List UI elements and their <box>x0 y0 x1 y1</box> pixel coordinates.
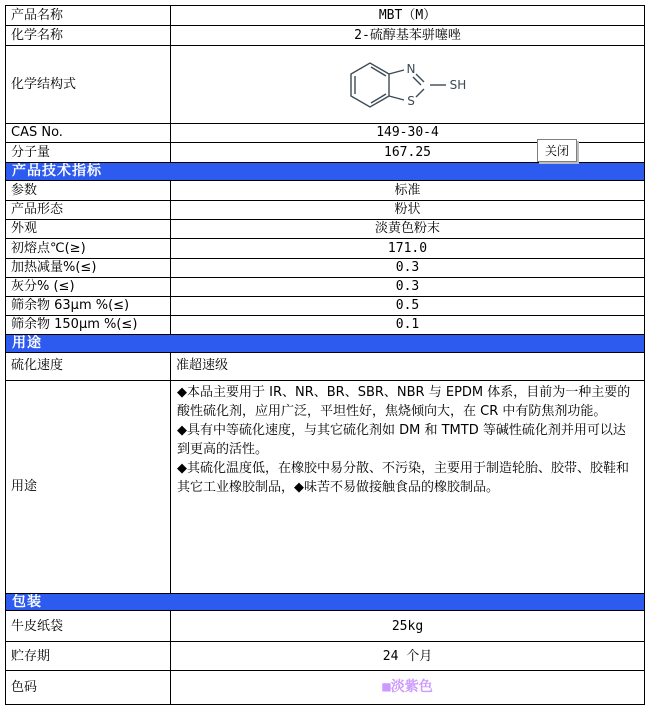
row-label: 贮存期 <box>6 642 171 671</box>
row-value <box>171 671 645 705</box>
row-label: 筛余物 63μm %(≤) <box>6 296 171 315</box>
row-value: 粉状 <box>171 200 645 219</box>
table-row <box>6 219 645 238</box>
row-label: 初熔点℃(≥) <box>6 238 171 258</box>
table-row-structure <box>6 46 645 124</box>
table-row <box>6 26 645 46</box>
benzothiazole-structure-drawing <box>308 50 508 120</box>
row-label: 化学名称 <box>6 26 171 46</box>
table-row <box>6 611 645 642</box>
benzene-double-bonds <box>355 67 386 103</box>
row-value: 167.25 <box>171 143 645 163</box>
row-value: 171.0 <box>171 238 645 258</box>
row-value: 0.1 <box>171 315 645 334</box>
section-band-usage <box>6 334 645 352</box>
row-label: CAS No. <box>6 124 171 143</box>
row-label: 筛余物 150μm %(≤) <box>6 315 171 334</box>
section-band-label: 用途 <box>6 334 645 352</box>
table-row <box>6 315 645 334</box>
table-row <box>6 277 645 296</box>
row-label: 用途 <box>6 380 171 593</box>
row-value: 24 个月 <box>171 642 645 671</box>
row-value: 0.3 <box>171 277 645 296</box>
section-band-tech <box>6 163 645 181</box>
table-row <box>6 352 645 380</box>
atom-label-n: N <box>406 61 415 76</box>
row-label: 化学结构式 <box>6 46 171 124</box>
section-band-packing <box>6 593 645 611</box>
row-value: 25kg <box>171 611 645 642</box>
table-row <box>6 180 645 200</box>
row-value: 准超速级 <box>171 352 645 380</box>
benzene-ring <box>351 63 389 107</box>
row-value: 2-硫醇基苯骈噻唑 <box>171 26 645 46</box>
row-value: 淡黄色粉末 <box>171 219 645 238</box>
row-value: 149-30-4 <box>171 124 645 143</box>
table-row <box>6 258 645 277</box>
row-value: 标准 <box>171 180 645 200</box>
row-label: 分子量 <box>6 143 171 163</box>
table-row <box>6 238 645 258</box>
atom-label-s: S <box>406 93 415 108</box>
table-row <box>6 200 645 219</box>
product-spec-table <box>5 5 645 705</box>
close-button[interactable]: 关闭 <box>537 139 577 162</box>
row-label: 色码 <box>6 671 171 705</box>
section-band-label: 包装 <box>6 593 645 611</box>
usage-paragraph: ◆本品主要用于 IR、NR、BR、SBR、NBR 与 EPDM 体系，目前为一种主要的酸性硫化剂，应用广泛，平坦性好，焦烧倾向大，在 CR 中有防焦剂功能。 <box>177 384 631 419</box>
row-label: 产品名称 <box>6 6 171 26</box>
table-row-color-code <box>6 671 645 705</box>
row-value <box>171 46 645 124</box>
color-code-value: ■淡紫色 <box>382 679 433 696</box>
section-band-label: 产品技术指标 <box>6 163 645 181</box>
usage-text-cell <box>171 380 645 593</box>
row-label: 灰分% (≤) <box>6 277 171 296</box>
row-label: 硫化速度 <box>6 352 171 380</box>
table-row <box>6 642 645 671</box>
row-value: MBT（M） <box>171 6 645 26</box>
row-label: 加热减量%(≤) <box>6 258 171 277</box>
atom-label-sh: SH <box>449 77 466 92</box>
row-label: 产品形态 <box>6 200 171 219</box>
row-value: 0.3 <box>171 258 645 277</box>
usage-paragraph: ◆具有中等硫化速度，与其它硫化剂如 DM 和 TMTD 等碱性硫化剂并用可以达到更高的活性。 <box>177 422 626 457</box>
row-label: 牛皮纸袋 <box>6 611 171 642</box>
table-row <box>6 6 645 26</box>
table-row <box>6 296 645 315</box>
row-label: 外观 <box>6 219 171 238</box>
usage-paragraph: ◆其硫化温度低，在橡胶中易分散、不污染，主要用于制造轮胎、胶带、胶鞋和其它工业橡胶制品，◆味苦不易做接触食品的橡胶制品。 <box>177 460 629 495</box>
table-row-usage <box>6 380 645 593</box>
row-label: 参数 <box>6 180 171 200</box>
chemical-structure <box>175 50 640 120</box>
row-value: 0.5 <box>171 296 645 315</box>
